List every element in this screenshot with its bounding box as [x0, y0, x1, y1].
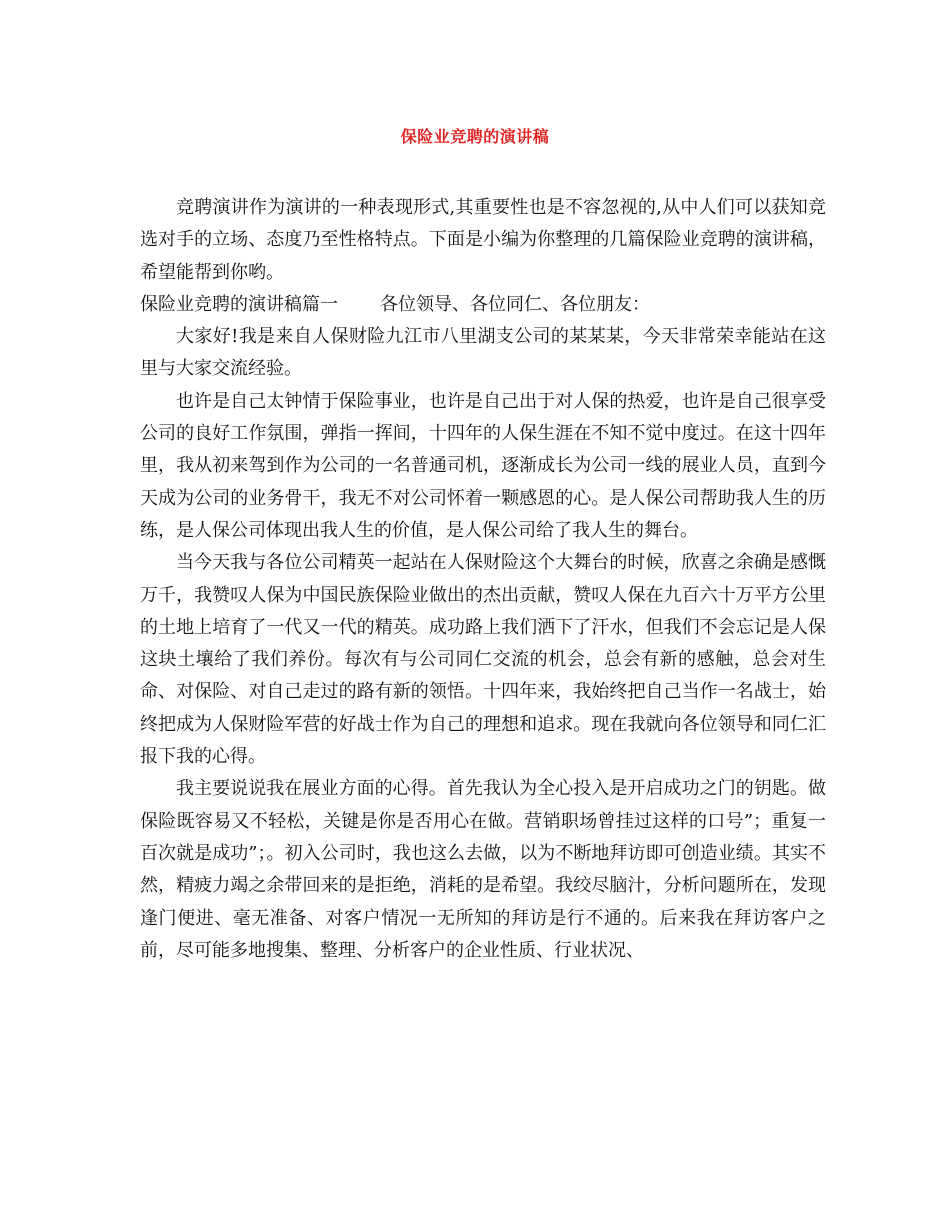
section-heading: 保险业竞聘的演讲稿篇一 [140, 293, 338, 315]
salutation: 各位领导、各位同仁、各位朋友： [380, 293, 650, 315]
section-heading-line [140, 289, 826, 321]
body-paragraph-3: 当今天我与各位公司精英一起站在人保财险这个大舞台的时候，欣喜之余确是感慨万千，我赞叹人保为中国民族保险业做出的杰出贡献，赞叹人保在九百六十万平方公里的土地上培育了一代又一代的精英。成功路上我们洒下了汗水，但我们不会忘记是人保这块土壤给了我们养份。每次有与公司同仁交流的机会，总会有新的感触，总会对生命、对保险、对自己走过的路有新的领悟。十四年来，我始终把自己当作一名战士，始终把成为人保财险军营的好战士作为自己的理想和追求。现在我就向各位领导和同仁汇报下我的心得。 [140, 552, 826, 768]
body-paragraph-1: 大家好!我是来自人保财险九江市八里湖支公司的某某某，今天非常荣幸能站在这里与大家交流经验。 [140, 326, 826, 380]
document-title: 保险业竞聘的演讲稿 [400, 127, 550, 146]
body-paragraph-4: 我主要说说我在展业方面的心得。首先我认为全心投入是开启成功之门的钥匙。做保险既容易又不轻松，关键是你是否用心在做。营销职场曾挂过这样的口号”；重复一百次就是成功”；。初入公司时，我也这么去做，以为不断地拜访即可创造业绩。其实不然，精疲力竭之余带回来的是拒绝，消耗的是希望。我绞尽脑汁，分析问题所在，发现逢门便进、毫无准备、对客户情况一无所知的拜访是行不通的。后来我在拜访客户之前，尽可能多地搜集、整理、分析客户的企业性质、行业状况、 [140, 778, 826, 961]
intro-paragraph: 竞聘演讲作为演讲的一种表现形式,其重要性也是不容忽视的,从中人们可以获知竞选对手的立场、态度乃至性格特点。下面是小编为你整理的几篇保险业竞聘的演讲稿，希望能帮到你哟。 [140, 197, 826, 283]
document-body [140, 192, 826, 967]
body-paragraph-2: 也许是自己太钟情于保险事业，也许是自己出于对人保的热爱，也许是自己很享受公司的良好工作氛围，弹指一挥间，十四年的人保生涯在不知不觉中度过。在这十四年里，我从初来驾到作为公司的一名普通司机，逐渐成长为公司一线的展业人员，直到今天成为公司的业务骨干，我无不对公司怀着一颗感恩的心。是人保公司帮助我人生的历练，是人保公司体现出我人生的价值，是人保公司给了我人生的舞台。 [140, 390, 826, 541]
